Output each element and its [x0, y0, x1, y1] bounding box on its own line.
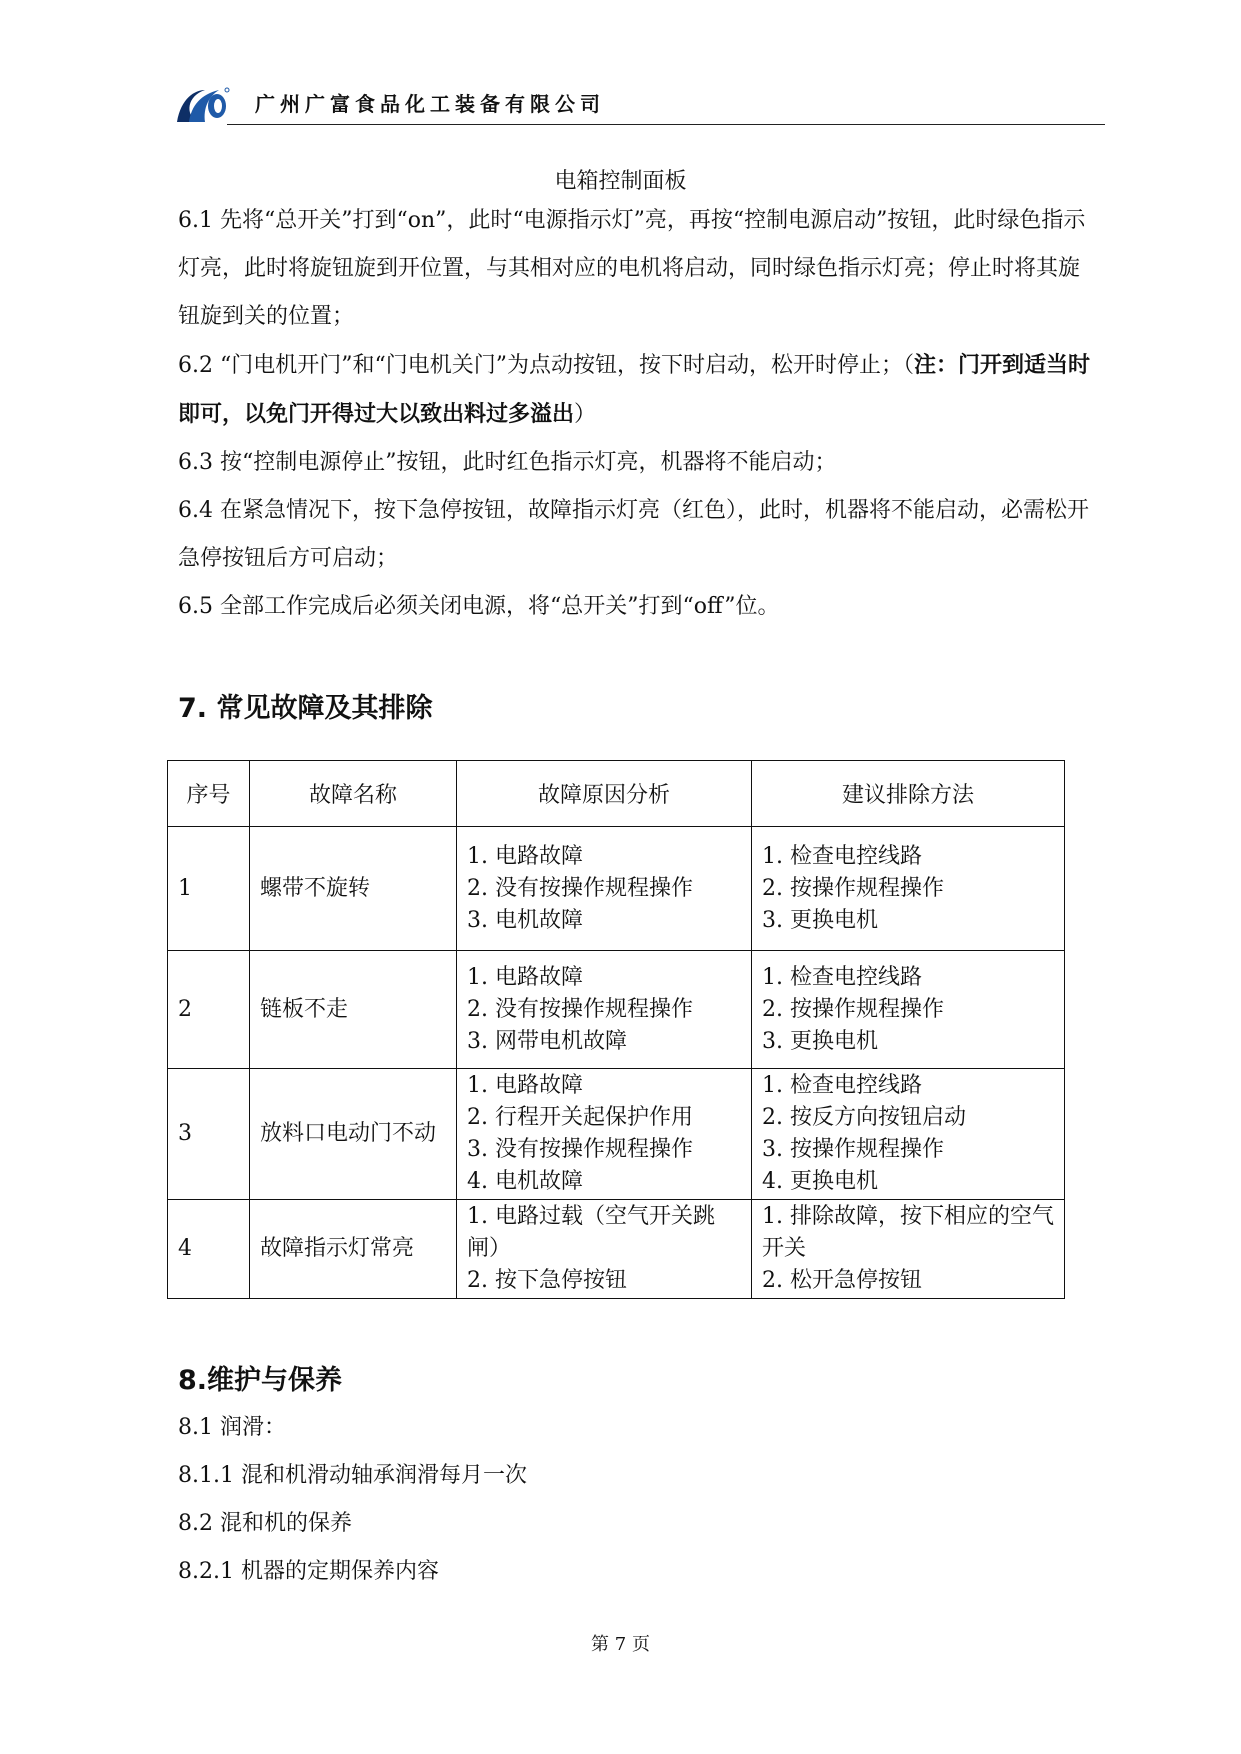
fault-name: 放料口电动门不动 [250, 1069, 457, 1200]
fault-causes: 1. 电路故障 2. 行程开关起保护作用 3. 没有按操作规程操作 4. 电机故障 [457, 1069, 752, 1200]
fault-causes: 1. 电路故障 2. 没有按操作规程操作 3. 电机故障 [457, 827, 752, 951]
fault-causes: 1. 电路过载（空气开关跳闸） 2. 按下急停按钮 [457, 1200, 752, 1299]
row-number: 4 [168, 1200, 250, 1299]
column-header: 建议排除方法 [752, 761, 1065, 827]
header-divider [227, 124, 1105, 125]
section-6-text [178, 197, 1098, 631]
table-header-row [168, 761, 1065, 827]
paragraph-6-3: 6.3 按“控制电源停止”按钮，此时红色指示灯亮，机器将不能启动； [178, 450, 837, 475]
paragraph-6-2: 6.2 “门电机开门”和“门电机关门”为点动按钮，按下时启动，松开时停止；（注：门开到适当时即可，以免门开得过大以致出料过多溢出） [178, 352, 1090, 427]
fault-fixes: 1. 检查电控线路 2. 按操作规程操作 3. 更换电机 [752, 951, 1065, 1069]
paragraph-8-1: 8.1 润滑： [178, 1415, 286, 1440]
page-header [175, 78, 1105, 128]
paragraph-6-5: 6.5 全部工作完成后必须关闭电源，将“总开关”打到“off”位。 [178, 594, 780, 619]
fault-causes: 1. 电路故障 2. 没有按操作规程操作 3. 网带电机故障 [457, 951, 752, 1069]
fault-table [167, 760, 1065, 1299]
section-8-heading: 8.维护与保养 [178, 1365, 343, 1396]
table-row [168, 951, 1065, 1069]
paragraph-8-2: 8.2 混和机的保养 [178, 1511, 352, 1536]
table-row [168, 1200, 1065, 1299]
paragraph-6-4: 6.4 在紧急情况下，按下急停按钮，故障指示灯亮（红色），此时，机器将不能启动，必需松开急停按钮后方可启动； [178, 498, 1089, 571]
table-row [168, 1069, 1065, 1200]
column-header: 故障名称 [250, 761, 457, 827]
column-header: 故障原因分析 [457, 761, 752, 827]
paragraph-8-2-1: 8.2.1 机器的定期保养内容 [178, 1559, 439, 1584]
fault-name: 故障指示灯常亮 [250, 1200, 457, 1299]
table-row [168, 827, 1065, 951]
row-number: 3 [168, 1069, 250, 1200]
figure-caption: 电箱控制面板 [554, 169, 687, 194]
row-number: 1 [168, 827, 250, 951]
fault-fixes: 1. 检查电控线路 2. 按操作规程操作 3. 更换电机 [752, 827, 1065, 951]
fault-fixes: 1. 检查电控线路 2. 按反方向按钮启动 3. 按操作规程操作 4. 更换电机 [752, 1069, 1065, 1200]
page-number: 第 7 页 [591, 1634, 650, 1655]
company-logo-icon [175, 84, 231, 124]
paragraph-8-1-1: 8.1.1 混和机滑动轴承润滑每月一次 [178, 1463, 527, 1488]
paragraph-6-1: 6.1 先将“总开关”打到“on”，此时“电源指示灯”亮，再按“控制电源启动”按钮，此时绿色指示灯亮，此时将旋钮旋到开位置，与其相对应的电机将启动，同时绿色指示灯亮；停止时将其旋钮旋到关的位置； [178, 208, 1086, 329]
note-text: 注：门开到适当时即可，以免门开得过大以致出料过多溢出 [178, 352, 1090, 427]
section-8-text [178, 1404, 1098, 1596]
section-7-heading: 7. 常见故障及其排除 [178, 693, 433, 724]
row-number: 2 [168, 951, 250, 1069]
fault-name: 链板不走 [250, 951, 457, 1069]
fault-name: 螺带不旋转 [250, 827, 457, 951]
fault-fixes: 1. 排除故障，按下相应的空气开关 2. 松开急停按钮 [752, 1200, 1065, 1299]
column-header: 序号 [168, 761, 250, 827]
company-name: 广州广富食品化工装备有限公司 [255, 92, 605, 116]
